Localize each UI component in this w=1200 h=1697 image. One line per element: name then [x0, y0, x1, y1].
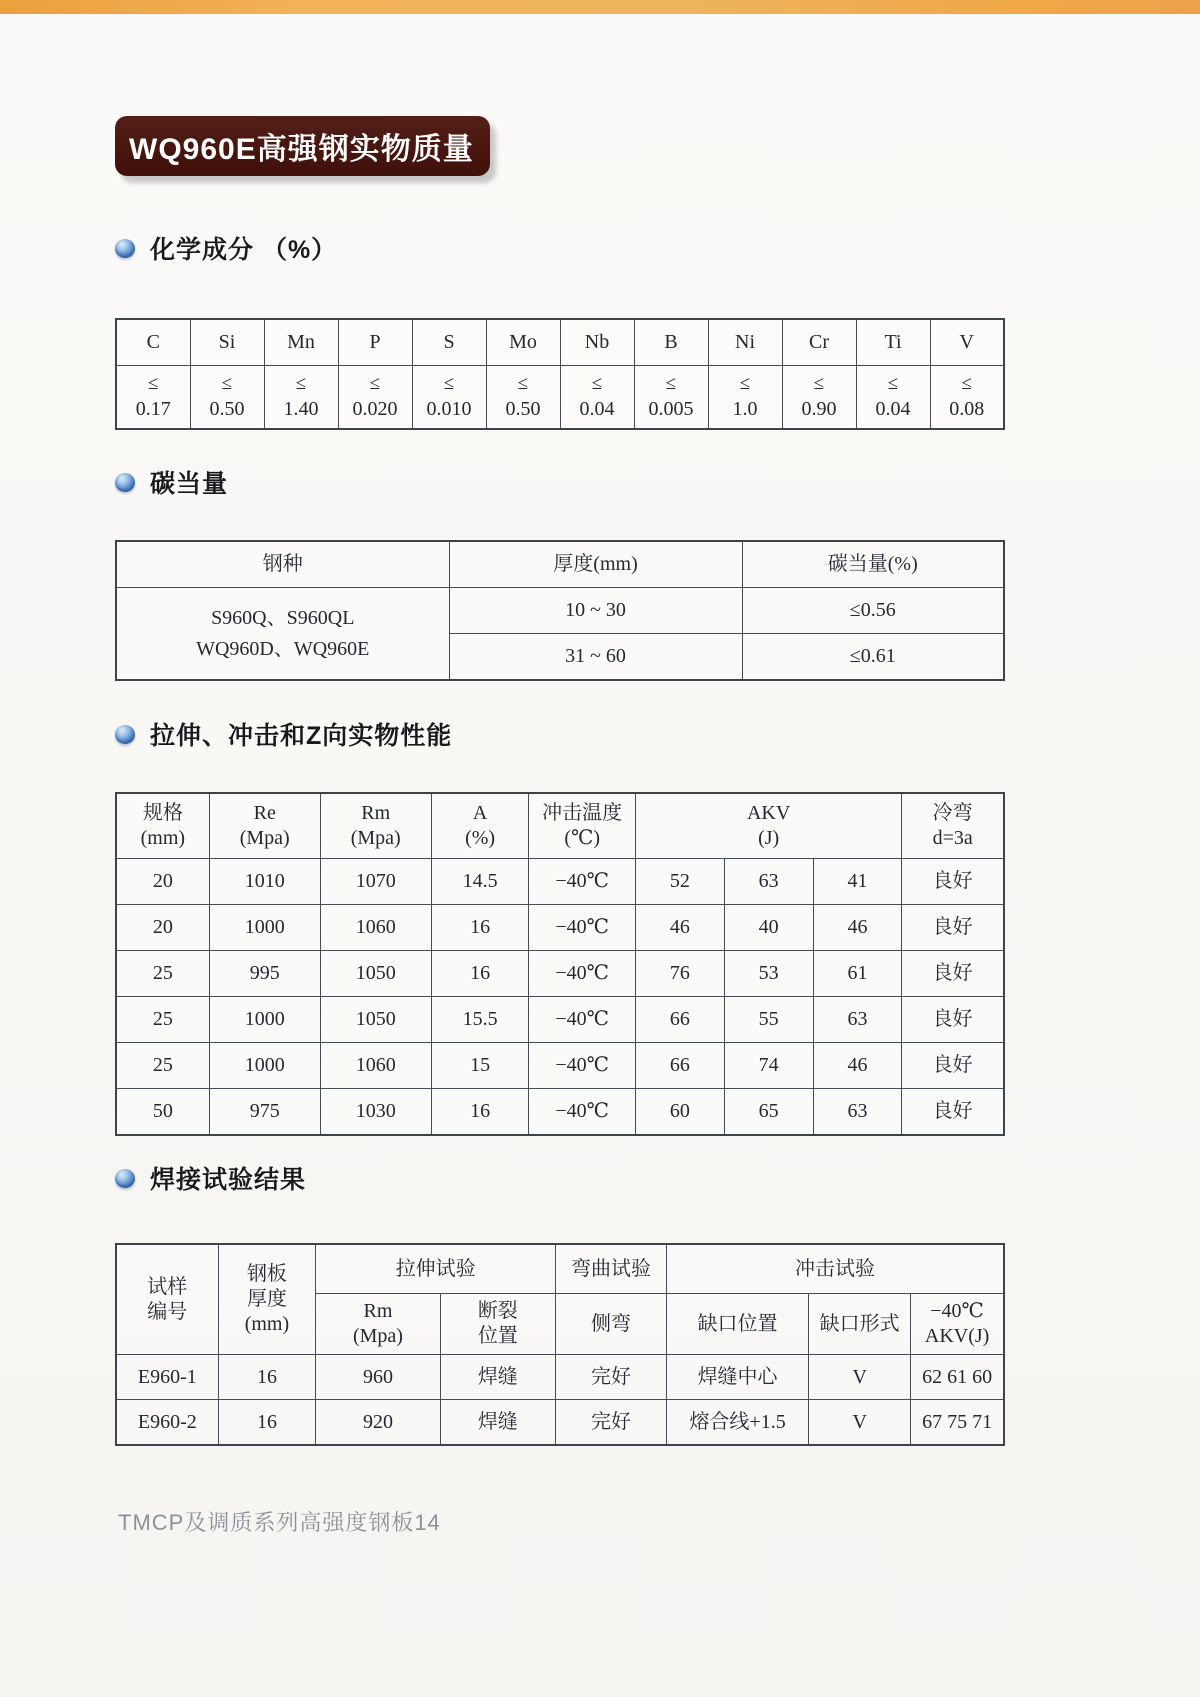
mech-header-cell: 冲击温度 (℃) — [529, 793, 636, 859]
chemistry-value-row — [116, 366, 1004, 430]
table-cell: E960-2 — [116, 1400, 218, 1446]
weld-header-row-1 — [116, 1244, 1004, 1294]
table-cell: 975 — [209, 1089, 320, 1136]
mech-header-cell: 冷弯 d=3a — [902, 793, 1004, 859]
table-cell: 67 75 71 — [911, 1400, 1004, 1446]
table-cell: 16 — [218, 1355, 316, 1400]
section-header-weld — [115, 1160, 306, 1196]
chem-element-cell: Ni — [708, 319, 782, 366]
table-cell: 完好 — [556, 1400, 667, 1446]
table-cell: V — [809, 1400, 911, 1446]
section-title-mech: 拉伸、冲击和Z向实物性能 — [150, 722, 453, 750]
table-cell: −40℃ — [529, 1043, 636, 1089]
table-cell: 66 — [635, 1043, 724, 1089]
chem-value-cell: ≤ 0.010 — [412, 366, 486, 430]
table-cell: 66 — [635, 997, 724, 1043]
table-cell: 1000 — [209, 1043, 320, 1089]
table-cell: 62 61 60 — [911, 1355, 1004, 1400]
chem-value-cell: ≤ 0.04 — [560, 366, 634, 430]
chem-value-cell: ≤ 0.08 — [930, 366, 1004, 430]
section-header-mech — [115, 716, 452, 752]
table-cell: 46 — [635, 905, 724, 951]
chem-value-cell: ≤ 0.50 — [486, 366, 560, 430]
chem-element-cell: Mo — [486, 319, 560, 366]
table-cell: 15 — [431, 1043, 529, 1089]
carbon-equivalent-table — [115, 540, 1005, 681]
weld-header-bend: 弯曲试验 — [556, 1244, 667, 1294]
table-cell: 55 — [724, 997, 813, 1043]
chem-element-cell: Mn — [264, 319, 338, 366]
table-cell: 995 — [209, 951, 320, 997]
table-cell: 14.5 — [431, 859, 529, 905]
chem-value-cell: ≤ 0.17 — [116, 366, 190, 430]
weld-header-akv: −40℃ AKV(J) — [911, 1294, 1004, 1355]
table-cell: 40 — [724, 905, 813, 951]
chem-value-cell: ≤ 0.005 — [634, 366, 708, 430]
weld-header-tensile: 拉伸试验 — [316, 1244, 556, 1294]
table-cell: 61 — [813, 951, 902, 997]
table-cell: 960 — [316, 1355, 440, 1400]
table-cell: 41 — [813, 859, 902, 905]
mech-data-row — [116, 997, 1004, 1043]
table-cell: 良好 — [902, 951, 1004, 997]
table-cell: 74 — [724, 1043, 813, 1089]
table-cell: 良好 — [902, 905, 1004, 951]
table-cell: −40℃ — [529, 951, 636, 997]
table-cell: 16 — [431, 905, 529, 951]
chem-value-cell: ≤ 1.40 — [264, 366, 338, 430]
table-cell: 1060 — [320, 1043, 431, 1089]
table-cell: −40℃ — [529, 859, 636, 905]
page-footer: TMCP及调质系列高强度钢板14 — [118, 1510, 441, 1535]
table-cell: V — [809, 1355, 911, 1400]
weld-header-notch-type: 缺口形式 — [809, 1294, 911, 1355]
table-cell: 良好 — [902, 997, 1004, 1043]
section-title-chemistry: 化学成分 （%） — [150, 236, 338, 264]
table-cell: 920 — [316, 1400, 440, 1446]
table-cell: 良好 — [902, 859, 1004, 905]
carbon-header-cell: 钢种 — [116, 541, 449, 588]
mech-header-cell: A (%) — [431, 793, 529, 859]
table-cell: 25 — [116, 997, 209, 1043]
carbon-header-row — [116, 541, 1004, 588]
weld-header-rm: Rm (Mpa) — [316, 1294, 440, 1355]
chem-element-cell: V — [930, 319, 1004, 366]
thickness-cell: 10 ~ 30 — [449, 588, 742, 634]
carbon-data-row — [116, 588, 1004, 634]
table-cell: 1050 — [320, 997, 431, 1043]
sphere-bullet-icon — [115, 725, 135, 744]
table-cell: 63 — [724, 859, 813, 905]
chem-value-cell: ≤ 1.0 — [708, 366, 782, 430]
chemistry-header-row — [116, 319, 1004, 366]
table-cell: −40℃ — [529, 1089, 636, 1136]
table-cell: 完好 — [556, 1355, 667, 1400]
table-cell: 16 — [218, 1400, 316, 1446]
table-cell: 1070 — [320, 859, 431, 905]
ceq-cell: ≤0.56 — [742, 588, 1004, 634]
table-cell: 60 — [635, 1089, 724, 1136]
carbon-header-cell: 厚度(mm) — [449, 541, 742, 588]
sphere-bullet-icon — [115, 239, 135, 258]
table-cell: 20 — [116, 905, 209, 951]
table-cell: 25 — [116, 1043, 209, 1089]
sphere-bullet-icon — [115, 473, 135, 492]
top-scan-strip — [0, 0, 1200, 14]
table-cell: 20 — [116, 859, 209, 905]
chem-element-cell: P — [338, 319, 412, 366]
table-cell: 1050 — [320, 951, 431, 997]
mech-data-row — [116, 905, 1004, 951]
chem-element-cell: Si — [190, 319, 264, 366]
mech-header-cell: Rm (Mpa) — [320, 793, 431, 859]
chem-element-cell: B — [634, 319, 708, 366]
table-cell: 良好 — [902, 1043, 1004, 1089]
table-cell: 53 — [724, 951, 813, 997]
weld-header-sample: 试样 编号 — [116, 1244, 218, 1355]
ceq-cell: ≤0.61 — [742, 634, 1004, 681]
mech-data-row — [116, 1043, 1004, 1089]
sphere-bullet-icon — [115, 1169, 135, 1188]
chem-value-cell: ≤ 0.50 — [190, 366, 264, 430]
table-cell: 46 — [813, 1043, 902, 1089]
welding-test-table — [115, 1243, 1005, 1446]
table-cell: −40℃ — [529, 997, 636, 1043]
weld-header-impact: 冲击试验 — [667, 1244, 1004, 1294]
weld-data-row — [116, 1400, 1004, 1446]
weld-header-thickness: 钢板 厚度 (mm) — [218, 1244, 316, 1355]
table-cell: 52 — [635, 859, 724, 905]
table-cell: E960-1 — [116, 1355, 218, 1400]
chem-element-cell: Nb — [560, 319, 634, 366]
table-cell: 1010 — [209, 859, 320, 905]
table-cell: 25 — [116, 951, 209, 997]
table-cell: 1000 — [209, 997, 320, 1043]
table-cell: 50 — [116, 1089, 209, 1136]
weld-header-notch-pos: 缺口位置 — [667, 1294, 809, 1355]
section-header-carbon — [115, 464, 228, 500]
page-title: WQ960E高强钢实物质量 — [129, 133, 474, 166]
mechanical-properties-table — [115, 792, 1005, 1136]
table-cell: 76 — [635, 951, 724, 997]
chem-value-cell: ≤ 0.020 — [338, 366, 412, 430]
mech-header-akv-cell: AKV (J) — [635, 793, 901, 859]
chem-element-cell: Cr — [782, 319, 856, 366]
chemistry-table — [115, 318, 1005, 430]
thickness-cell: 31 ~ 60 — [449, 634, 742, 681]
table-cell: 良好 — [902, 1089, 1004, 1136]
table-cell: 15.5 — [431, 997, 529, 1043]
title-banner — [115, 116, 490, 176]
section-title-carbon: 碳当量 — [150, 470, 229, 498]
weld-header-fracture: 断裂 位置 — [440, 1294, 555, 1355]
weld-header-side-bend: 侧弯 — [556, 1294, 667, 1355]
table-cell: 63 — [813, 997, 902, 1043]
table-cell: 46 — [813, 905, 902, 951]
table-cell: 1060 — [320, 905, 431, 951]
chem-element-cell: Ti — [856, 319, 930, 366]
steel-grades-cell: S960Q、S960QL WQ960D、WQ960E — [116, 588, 449, 681]
mech-data-row — [116, 1089, 1004, 1136]
section-header-chemistry — [115, 230, 337, 266]
chem-value-cell: ≤ 0.04 — [856, 366, 930, 430]
table-cell: 焊缝 — [440, 1355, 555, 1400]
mech-data-row — [116, 951, 1004, 997]
table-cell: −40℃ — [529, 905, 636, 951]
section-title-weld: 焊接试验结果 — [150, 1166, 307, 1194]
table-cell: 焊缝 — [440, 1400, 555, 1446]
table-cell: 63 — [813, 1089, 902, 1136]
mech-header-row — [116, 793, 1004, 859]
chem-element-cell: S — [412, 319, 486, 366]
weld-data-row — [116, 1355, 1004, 1400]
table-cell: 焊缝中心 — [667, 1355, 809, 1400]
mech-header-cell: Re (Mpa) — [209, 793, 320, 859]
table-cell: 16 — [431, 951, 529, 997]
mech-data-row — [116, 859, 1004, 905]
table-cell: 65 — [724, 1089, 813, 1136]
table-cell: 1030 — [320, 1089, 431, 1136]
chem-element-cell: C — [116, 319, 190, 366]
table-cell: 熔合线+1.5 — [667, 1400, 809, 1446]
mech-header-cell: 规格 (mm) — [116, 793, 209, 859]
carbon-header-cell: 碳当量(%) — [742, 541, 1004, 588]
table-cell: 16 — [431, 1089, 529, 1136]
chem-value-cell: ≤ 0.90 — [782, 366, 856, 430]
table-cell: 1000 — [209, 905, 320, 951]
